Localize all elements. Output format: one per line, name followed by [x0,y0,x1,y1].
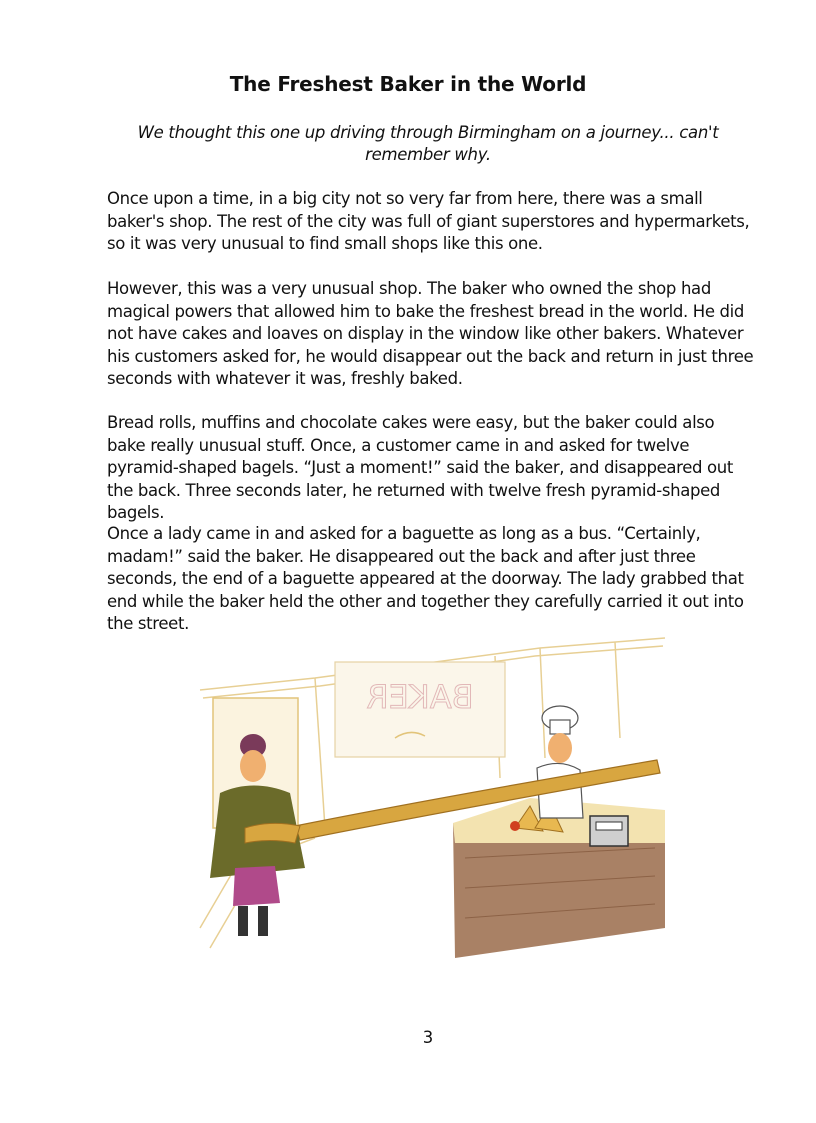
baker-figure [537,706,583,818]
paragraph-2: However, this was a very unusual shop. The baker who owned the shop had magical powers that allowed him to bake the freshest bread in the world. He did not have cakes and loaves on display in the window like other bakers. Whatever his customers asked for, he would disappear out the back and return in just three seconds with whatever it was, freshly baked. [107,279,754,388]
till-machine [590,816,628,846]
paragraph-4: Once a lady came in and asked for a baguette as long as a bus. “Certainly, madam!” said the baker. He disappeared out the back and after just three seconds, the end of a baguette appeared at the doorway. The lady grabbed that end while the baker held the other and together they carefully carried it out into the street. [107,524,744,633]
story-subtitle: We thought this one up driving through Birmingham on a journey... can't remember why. [137,123,719,164]
paragraph-1: Once upon a time, in a big city not so very far from here, there was a small baker's shop. The rest of the city was full of giant superstores and hypermarkets, so it was very unusual to find small shops like this one. [107,189,750,253]
shop-counter [453,798,665,958]
bakery-illustration [195,628,665,968]
paragraph-3: Bread rolls, muffins and chocolate cakes were easy, but the baker could also bake really unusual stuff. Once, a customer came in and asked for twelve pyramid-shaped bagels. “Just a moment!” said the baker, and disappeared out the back. Three seconds later, he returned with twelve fresh pyramid-shaped bagels. [107,413,734,522]
shop-sign [335,662,505,757]
sign-text: BAKER [366,678,474,716]
story-title: The Freshest Baker in the World [229,72,587,96]
page-number: 3 [422,1028,434,1047]
